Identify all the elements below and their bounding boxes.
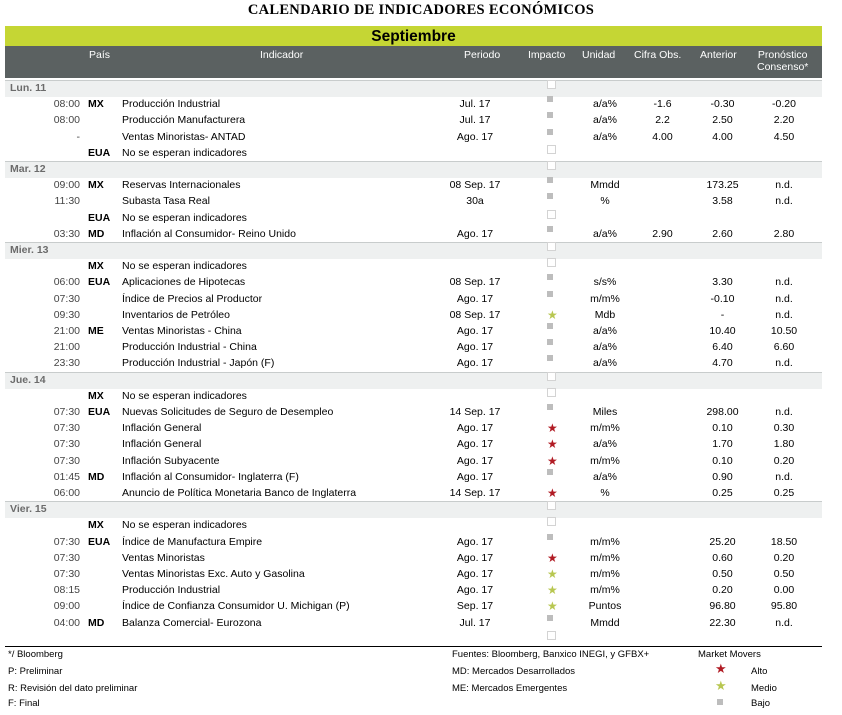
table-row: 09:00 Índice de Confianza Consumidor U. Michigan (P) Sep. 17 Puntos 96.80 95.80 ★ bbox=[5, 598, 822, 614]
table-row bbox=[5, 339, 822, 355]
table-row: 07:30 Inflación Subyacente Ago. 17 m/m% 0.10 0.20 ★ bbox=[5, 453, 822, 469]
row-time: 07:30 bbox=[53, 292, 80, 305]
row-indicator: Ventas Minoristas- ANTAD bbox=[122, 130, 246, 143]
row-period: Ago. 17 bbox=[456, 325, 494, 337]
row-time: 09:00 bbox=[53, 600, 80, 613]
row-anterior: 4.00 bbox=[712, 130, 733, 143]
row-time: 07:30 bbox=[53, 422, 80, 435]
row-anterior: 0.10 bbox=[712, 454, 733, 467]
row-pronostico: 0.20 bbox=[773, 551, 795, 564]
row-unit: Mmdd bbox=[590, 179, 620, 192]
row-period: Ago. 17 bbox=[456, 584, 494, 597]
row-indicator: Ventas Minoristas bbox=[122, 551, 205, 564]
row-indicator: Producción Industrial bbox=[122, 584, 221, 597]
row-pronostico: 2.80 bbox=[773, 227, 795, 240]
row-anterior: 10.40 bbox=[709, 325, 736, 337]
row-unit: a/a% bbox=[593, 470, 617, 483]
row-unit: m/m% bbox=[590, 568, 620, 580]
row-unit: m/m% bbox=[590, 551, 620, 564]
table-row bbox=[5, 258, 822, 274]
header-indicador: Indicador bbox=[260, 49, 304, 61]
row-time: 03:30 bbox=[53, 227, 80, 240]
table-row: 07:30 Inflación General Ago. 17 a/a% 1.70 1.80 ★ bbox=[5, 436, 822, 452]
row-period: Jul. 17 bbox=[459, 98, 491, 111]
row-pronostico: n.d. bbox=[775, 276, 793, 289]
note-md: MD: Mercados Desarrollados bbox=[452, 666, 576, 677]
row-anterior: 96.80 bbox=[709, 600, 736, 613]
row-indicator: Índice de Precios al Productor bbox=[122, 292, 263, 305]
row-country: MX bbox=[88, 519, 104, 532]
row-period: Ago. 17 bbox=[456, 341, 494, 354]
row-unit: Puntos bbox=[588, 600, 622, 613]
table-header bbox=[5, 46, 822, 78]
row-anterior: -0.30 bbox=[710, 98, 735, 111]
row-indicator: Inflación al Consumidor- Reino Unido bbox=[122, 227, 296, 240]
row-period: Ago. 17 bbox=[456, 130, 494, 143]
row-unit: a/a% bbox=[593, 114, 617, 127]
table-row: 09:30 Inventarios de Petróleo 08 Sep. 17 Mdb - n.d. ★ bbox=[5, 307, 822, 323]
table-row: 08:15 Producción Industrial Ago. 17 m/m% 0.20 0.00 ★ bbox=[5, 582, 822, 598]
row-country: MD bbox=[88, 470, 105, 483]
legend-bajo: Bajo bbox=[751, 698, 771, 709]
row-country: MX bbox=[88, 179, 104, 192]
row-pronostico: n.d. bbox=[775, 470, 793, 483]
day-label-row bbox=[5, 80, 822, 96]
row-pronostico: n.d. bbox=[775, 292, 793, 305]
row-pronostico: 0.20 bbox=[773, 454, 795, 467]
day-label: Mar. 12 bbox=[10, 163, 46, 175]
row-country: ME bbox=[88, 325, 104, 337]
note-me: ME: Mercados Emergentes bbox=[452, 683, 568, 694]
table-row bbox=[5, 210, 822, 226]
row-period: Jul. 17 bbox=[459, 114, 491, 127]
row-period: Ago. 17 bbox=[456, 438, 494, 451]
row-unit: m/m% bbox=[590, 535, 620, 548]
row-anterior: -0.10 bbox=[710, 292, 735, 305]
row-unit: m/m% bbox=[590, 422, 620, 435]
row-unit: % bbox=[600, 487, 610, 499]
row-time: 01:45 bbox=[53, 470, 80, 483]
table-row: 07:30 Ventas Minoristas Exc. Auto y Gasolina Ago. 17 m/m% 0.50 0.50 ★ bbox=[5, 566, 822, 582]
row-time: 07:30 bbox=[53, 438, 80, 451]
row-cifra: 4.00 bbox=[652, 130, 673, 143]
row-anterior: 0.60 bbox=[712, 551, 733, 564]
table-row bbox=[5, 615, 822, 631]
row-period: Ago. 17 bbox=[456, 357, 494, 370]
table-row: 06:00 Anuncio de Política Monetaria Banco de Inglaterra 14 Sep. 17 % 0.25 0.25 ★ bbox=[5, 485, 822, 501]
row-time: 08:00 bbox=[53, 98, 80, 111]
header-impacto: Impacto bbox=[528, 49, 566, 61]
row-anterior: 0.90 bbox=[712, 470, 733, 483]
table-row: 07:30 Inflación General Ago. 17 m/m% 0.10 0.30 ★ bbox=[5, 420, 822, 436]
row-pronostico: 0.00 bbox=[773, 584, 795, 597]
row-time: 06:00 bbox=[53, 276, 80, 289]
row-unit: Mdb bbox=[594, 308, 616, 321]
month-banner: Septiembre bbox=[5, 26, 822, 46]
row-pronostico: 0.50 bbox=[773, 568, 795, 580]
row-unit: a/a% bbox=[593, 227, 617, 240]
row-time: 06:00 bbox=[53, 487, 80, 499]
row-pronostico: 2.20 bbox=[773, 114, 795, 127]
row-indicator: No se esperan indicadores bbox=[122, 389, 247, 402]
table-row bbox=[5, 631, 822, 647]
note-bloomberg: */ Bloomberg bbox=[8, 649, 63, 660]
row-period: 14 Sep. 17 bbox=[449, 487, 501, 499]
row-indicator: No se esperan indicadores bbox=[122, 146, 247, 159]
row-country: MX bbox=[88, 98, 104, 111]
day-label: Mier. 13 bbox=[10, 244, 49, 256]
row-anterior: 4.70 bbox=[712, 357, 733, 370]
legend-title: Market Movers bbox=[698, 649, 761, 660]
row-time: 11:30 bbox=[54, 195, 80, 208]
day-label-row bbox=[5, 501, 822, 517]
table-row bbox=[5, 96, 822, 112]
row-indicator: Balanza Comercial- Eurozona bbox=[122, 616, 262, 629]
row-indicator: No se esperan indicadores bbox=[122, 260, 247, 273]
row-anterior: 6.40 bbox=[712, 341, 733, 354]
day-label-row bbox=[5, 372, 822, 388]
row-time: 08:15 bbox=[53, 584, 80, 597]
row-indicator: Ventas Minoristas - China bbox=[122, 325, 242, 337]
row-indicator: Ventas Minoristas Exc. Auto y Gasolina bbox=[122, 568, 305, 580]
row-period: Jul. 17 bbox=[459, 616, 491, 629]
row-anterior: 3.58 bbox=[712, 195, 733, 208]
row-indicator: Inventarios de Petróleo bbox=[122, 308, 230, 321]
row-time: 09:30 bbox=[53, 308, 80, 321]
header-pronostico bbox=[757, 49, 808, 73]
row-unit: % bbox=[600, 195, 610, 208]
row-anterior: 1.70 bbox=[712, 438, 733, 451]
row-period: Sep. 17 bbox=[456, 600, 494, 613]
row-period: Ago. 17 bbox=[456, 551, 494, 564]
row-time: 09:00 bbox=[53, 179, 80, 192]
row-unit: m/m% bbox=[590, 292, 620, 305]
star-mid-icon: ★ bbox=[715, 678, 727, 693]
row-period: 08 Sep. 17 bbox=[449, 276, 501, 289]
row-indicator: Producción Industrial - Japón (F) bbox=[122, 357, 275, 370]
row-pronostico: 6.60 bbox=[773, 341, 795, 354]
table-row bbox=[5, 226, 822, 242]
row-cifra: -1.6 bbox=[653, 98, 672, 111]
row-indicator: Inflación General bbox=[122, 422, 202, 435]
legend-medio: Medio bbox=[751, 683, 777, 694]
row-anterior: 2.50 bbox=[712, 114, 733, 127]
header-pronostico-line2: Consenso* bbox=[757, 61, 809, 73]
row-time: 07:30 bbox=[53, 551, 80, 564]
row-country: EUA bbox=[88, 406, 111, 418]
row-pronostico: n.d. bbox=[775, 406, 793, 418]
day-label: Lun. 11 bbox=[10, 82, 47, 94]
row-period: Ago. 17 bbox=[456, 292, 494, 305]
row-pronostico: 0.30 bbox=[773, 422, 795, 435]
day-label: Jue. 14 bbox=[10, 373, 46, 386]
table-row bbox=[5, 177, 822, 193]
header-anterior: Anterior bbox=[700, 49, 737, 61]
table-row bbox=[5, 355, 822, 371]
row-time: 21:00 bbox=[53, 325, 80, 337]
header-periodo: Periodo bbox=[464, 49, 501, 61]
day-label-row bbox=[5, 242, 822, 258]
row-cifra: 2.2 bbox=[655, 114, 670, 127]
row-time: 23:30 bbox=[53, 357, 80, 370]
table-row bbox=[5, 129, 822, 145]
row-indicator: No se esperan indicadores bbox=[122, 211, 247, 224]
row-indicator: Índice de Manufactura Empire bbox=[122, 535, 263, 548]
row-time: 21:00 bbox=[53, 341, 80, 354]
table-row bbox=[5, 145, 822, 161]
note-revision: R: Revisión del dato preliminar bbox=[8, 683, 138, 694]
row-indicator: Producción Industrial bbox=[122, 98, 221, 111]
row-time: - bbox=[76, 130, 80, 143]
row-pronostico: 4.50 bbox=[773, 130, 795, 143]
row-indicator: Subasta Tasa Real bbox=[122, 195, 210, 208]
row-period: 30a bbox=[466, 195, 484, 208]
row-unit: m/m% bbox=[590, 454, 620, 467]
row-anterior: - bbox=[720, 308, 725, 321]
row-indicator: Índice de Confianza Consumidor U. Michigan (P) bbox=[122, 600, 350, 613]
table-row bbox=[5, 517, 822, 533]
row-unit: a/a% bbox=[593, 98, 617, 111]
row-time: 07:30 bbox=[53, 454, 80, 467]
row-anterior: 173.25 bbox=[706, 179, 739, 192]
row-pronostico: n.d. bbox=[775, 195, 793, 208]
row-anterior: 22.30 bbox=[709, 616, 736, 629]
day-label: Vier. 15 bbox=[10, 503, 47, 516]
row-indicator: No se esperan indicadores bbox=[122, 519, 247, 532]
table-row bbox=[5, 534, 822, 550]
row-period: Ago. 17 bbox=[456, 454, 494, 467]
row-cifra: 2.90 bbox=[652, 227, 673, 240]
header-cifra: Cifra Obs. bbox=[634, 49, 682, 61]
row-pronostico: 95.80 bbox=[770, 600, 798, 613]
table-row bbox=[5, 291, 822, 307]
row-anterior: 0.10 bbox=[712, 422, 733, 435]
note-preliminar: P: Preliminar bbox=[8, 666, 63, 677]
row-unit: a/a% bbox=[593, 130, 617, 143]
row-country: MD bbox=[88, 227, 105, 240]
row-indicator: Inflación al Consumidor- Inglaterra (F) bbox=[122, 470, 299, 483]
row-country: MX bbox=[88, 389, 104, 402]
row-indicator: Inflación General bbox=[122, 438, 202, 451]
row-country: EUA bbox=[88, 211, 111, 224]
row-anterior: 0.20 bbox=[712, 584, 733, 597]
table-row bbox=[5, 404, 822, 420]
header-pais: País bbox=[89, 49, 111, 61]
row-country: EUA bbox=[88, 276, 111, 289]
row-pronostico: n.d. bbox=[775, 179, 793, 192]
row-country: MD bbox=[88, 616, 105, 629]
row-country: MX bbox=[88, 260, 104, 273]
row-pronostico: 0.25 bbox=[773, 487, 795, 499]
table-row: 07:30 Ventas Minoristas Ago. 17 m/m% 0.60 0.20 ★ bbox=[5, 550, 822, 566]
row-pronostico: n.d. bbox=[775, 308, 793, 321]
row-anterior: 0.25 bbox=[712, 487, 733, 499]
row-indicator: Producción Industrial - China bbox=[122, 341, 257, 354]
row-period: Ago. 17 bbox=[456, 470, 494, 483]
row-anterior: 25.20 bbox=[709, 535, 736, 548]
table-row bbox=[5, 323, 822, 339]
row-unit: a/a% bbox=[593, 438, 617, 451]
row-time: 07:30 bbox=[53, 535, 80, 548]
row-period: 08 Sep. 17 bbox=[449, 179, 501, 192]
row-indicator: Nuevas Solicitudes de Seguro de Desempleo bbox=[122, 406, 334, 418]
row-time: 07:30 bbox=[53, 568, 80, 580]
row-period: Ago. 17 bbox=[456, 568, 494, 580]
table-row bbox=[5, 469, 822, 485]
page-title: CALENDARIO DE INDICADORES ECONÓMICOS bbox=[247, 2, 595, 18]
row-unit: s/s% bbox=[593, 276, 617, 289]
note-final: F: Final bbox=[8, 698, 40, 709]
row-pronostico: -0.20 bbox=[772, 98, 796, 111]
row-period: Ago. 17 bbox=[456, 227, 494, 240]
row-period: 14 Sep. 17 bbox=[449, 406, 501, 418]
header-unidad: Unidad bbox=[582, 49, 616, 61]
sources: Fuentes: Bloomberg, Banxico INEGI, y GFBX+ bbox=[452, 649, 650, 660]
row-unit: a/a% bbox=[593, 357, 617, 370]
row-country: EUA bbox=[88, 535, 111, 548]
row-unit: m/m% bbox=[590, 584, 620, 597]
row-time: 07:30 bbox=[53, 406, 80, 418]
row-indicator: Reservas Internacionales bbox=[122, 179, 241, 192]
row-unit: Mmdd bbox=[590, 616, 620, 629]
row-period: Ago. 17 bbox=[456, 422, 494, 435]
day-label-row bbox=[5, 161, 822, 177]
row-pronostico: 1.80 bbox=[773, 438, 795, 451]
row-anterior: 3.30 bbox=[712, 276, 733, 289]
legend-alto: Alto bbox=[751, 666, 768, 677]
table-row bbox=[5, 112, 822, 128]
row-unit: Miles bbox=[592, 406, 618, 418]
row-anterior: 298.00 bbox=[706, 406, 739, 418]
row-period: 08 Sep. 17 bbox=[449, 308, 501, 321]
row-unit: a/a% bbox=[593, 325, 617, 337]
row-time: 04:00 bbox=[53, 616, 80, 629]
row-unit: a/a% bbox=[593, 341, 617, 354]
row-pronostico: 10.50 bbox=[770, 325, 798, 337]
row-anterior: 0.50 bbox=[712, 568, 733, 580]
row-indicator: Producción Manufacturera bbox=[122, 114, 246, 127]
row-pronostico: n.d. bbox=[775, 357, 793, 370]
row-anterior: 2.60 bbox=[712, 227, 733, 240]
star-high-icon: ★ bbox=[715, 661, 727, 676]
row-country: EUA bbox=[88, 146, 111, 159]
table-row bbox=[5, 388, 822, 404]
row-pronostico: 18.50 bbox=[770, 535, 798, 548]
row-indicator: Inflación Subyacente bbox=[122, 454, 220, 467]
footer bbox=[5, 646, 822, 709]
row-indicator: Anuncio de Política Monetaria Banco de Inglaterra bbox=[122, 487, 357, 499]
row-pronostico: n.d. bbox=[775, 616, 793, 629]
row-period: Ago. 17 bbox=[456, 535, 494, 548]
row-time: 08:00 bbox=[53, 114, 80, 127]
square-low-icon bbox=[717, 697, 723, 708]
table-row bbox=[5, 193, 822, 209]
row-indicator: Aplicaciones de Hipotecas bbox=[122, 276, 246, 289]
table-row bbox=[5, 274, 822, 290]
header-pronostico-line1: Pronóstico bbox=[757, 49, 808, 61]
